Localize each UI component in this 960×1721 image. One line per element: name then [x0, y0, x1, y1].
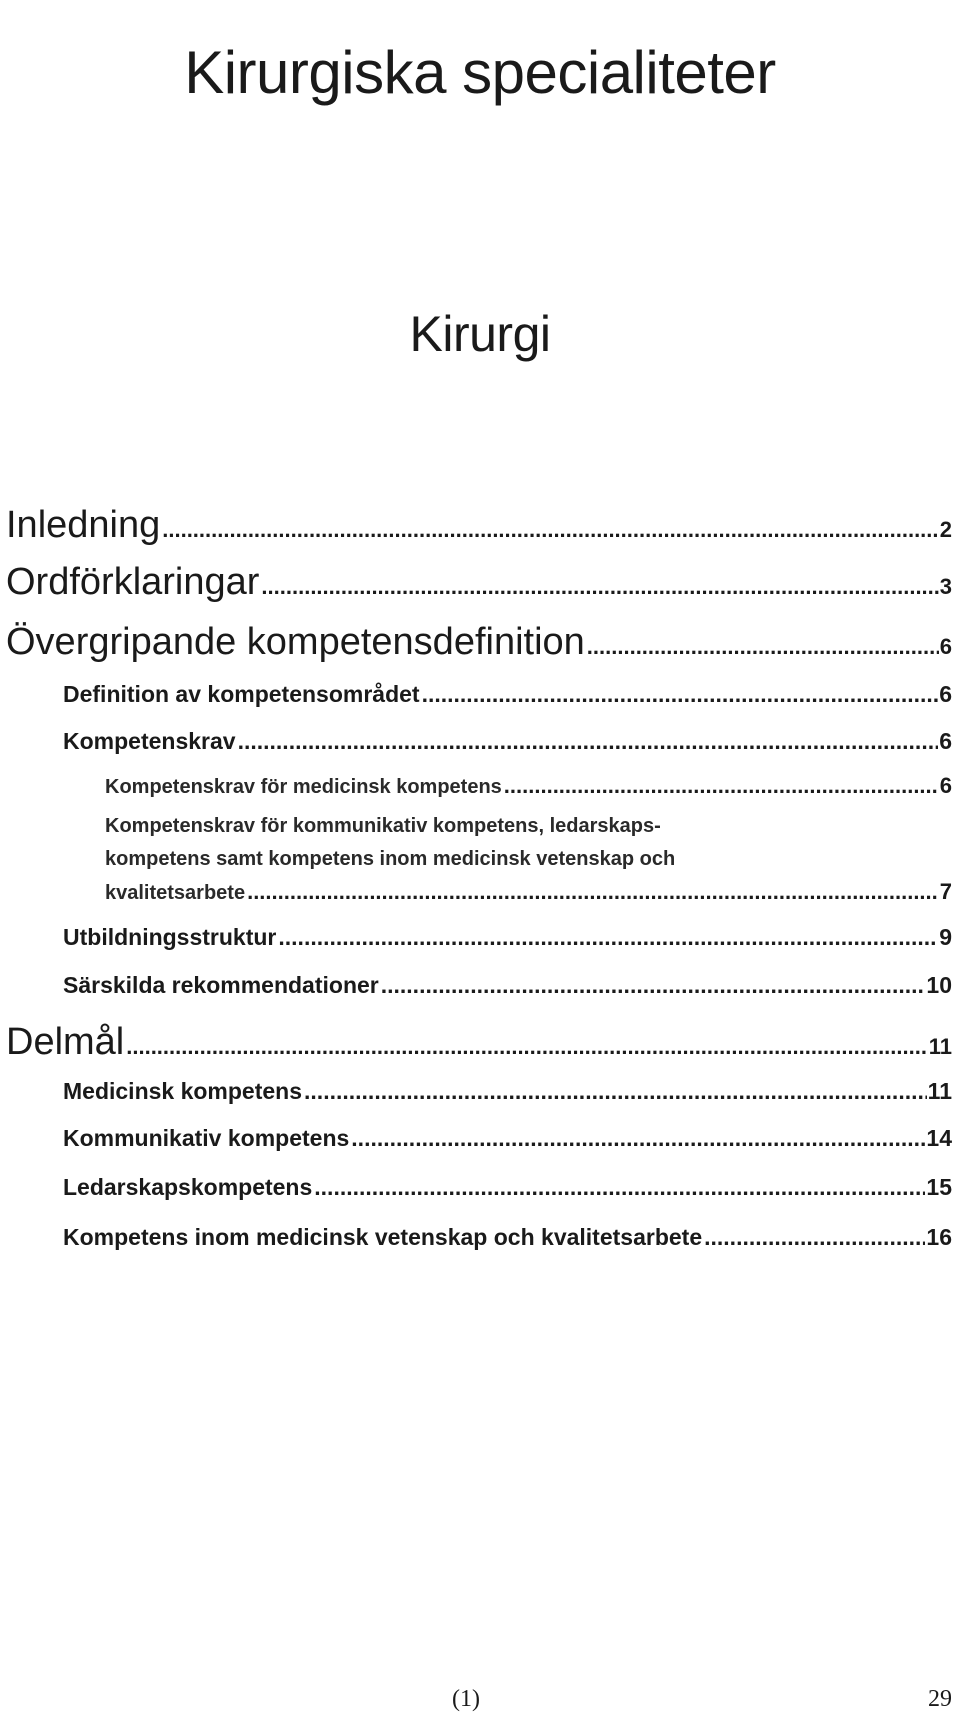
toc-entry-delmal[interactable] — [6, 1020, 952, 1064]
toc-leader-dots — [247, 878, 939, 906]
toc-entry-label: Ledarskapskompetens — [63, 1174, 313, 1200]
toc-leader-dots — [278, 922, 938, 952]
toc-entry-label: Medicinsk kompetens — [63, 1078, 303, 1104]
toc-entry-ledarskapskompetens[interactable] — [63, 1172, 952, 1202]
page-title: Kirurgiska specialiteter — [184, 39, 776, 107]
toc-leader-dots — [162, 508, 939, 552]
toc-leader-dots — [351, 1123, 925, 1153]
page-number: 29 — [928, 1686, 952, 1712]
toc-entry-definition-av-kompetensomradet[interactable] — [63, 679, 952, 709]
toc-entry-label: Kompetens inom medicinsk vetenskap och kvalitetsarbete — [63, 1224, 703, 1250]
toc-entry-page: 6 — [939, 773, 952, 798]
toc-entry-page: 2 — [939, 517, 952, 542]
toc-leader-dots — [304, 1076, 927, 1106]
toc-leader-dots — [126, 1025, 927, 1069]
toc-entry-page: 16 — [926, 1224, 952, 1250]
toc-entry-page: 11 — [928, 1034, 952, 1059]
toc-entry-overgripande-kompetensdefinition[interactable] — [6, 620, 952, 664]
toc-entry-page: 6 — [939, 728, 952, 754]
footer-section-label: (1) — [452, 1686, 480, 1712]
toc-entry-label: Kompetenskrav för medicinsk kompetens — [105, 776, 502, 798]
section-title: Kirurgi — [409, 305, 551, 362]
toc-entry-page: 10 — [926, 972, 952, 998]
toc-entry-label: Särskilda rekommendationer — [63, 972, 379, 998]
toc-entry-kompetenskrav-medicinsk[interactable] — [105, 772, 952, 800]
toc-entry-kompetenskrav[interactable] — [63, 726, 952, 756]
toc-entry-label-line: Kompetenskrav för kommunikativ kompetens, ledarskaps- — [105, 815, 661, 837]
toc-leader-dots — [238, 726, 939, 756]
toc-entry-page: 6 — [939, 634, 952, 659]
toc-entry-label: Ordförklaringar — [6, 561, 260, 603]
toc-leader-dots — [587, 625, 939, 669]
toc-entry-utbildningsstruktur[interactable] — [63, 922, 952, 952]
toc-entry-label: kvalitetsarbete — [105, 882, 246, 904]
toc-entry-kompetens-inom-medicinsk-vetenskap[interactable] — [63, 1222, 952, 1252]
toc-entry-label: Utbildningsstruktur — [63, 924, 277, 950]
toc-entry-page: 15 — [926, 1174, 952, 1200]
toc-leader-dots — [704, 1222, 925, 1252]
toc-entry-page: 3 — [939, 574, 952, 599]
toc-entry-ordforklaringar[interactable] — [6, 560, 952, 604]
toc-entry-sarskilda-rekommendationer[interactable] — [63, 970, 952, 1000]
toc-entry-page: 11 — [927, 1078, 952, 1104]
toc-entry-label: Kompetenskrav — [63, 728, 236, 754]
toc-entry-label-line: kompetens samt kompetens inom medicinsk vetenskap och — [105, 848, 676, 870]
toc-entry-label: Inledning — [6, 504, 161, 546]
toc-entry-label: Delmål — [6, 1021, 125, 1063]
toc-leader-dots — [381, 970, 926, 1000]
toc-entry-page: 6 — [939, 681, 952, 707]
toc-entry-label: Övergripande kompetensdefinition — [6, 621, 585, 663]
toc-entry-label: Kommunikativ kompetens — [63, 1125, 350, 1151]
toc-entry-kompetenskrav-kommunikativ[interactable] — [105, 878, 952, 906]
toc-entry-page: 9 — [939, 924, 952, 950]
toc-entry-label: Definition av kompetensområdet — [63, 681, 420, 707]
toc-entry-inledning[interactable] — [6, 503, 952, 547]
toc-entry-medicinsk-kompetens[interactable] — [63, 1076, 952, 1106]
toc-entry-page: 14 — [926, 1125, 952, 1151]
toc-leader-dots — [314, 1172, 925, 1202]
toc-leader-dots — [261, 565, 938, 609]
toc-entry-page: 7 — [939, 879, 952, 904]
toc-leader-dots — [422, 679, 939, 709]
toc-leader-dots — [504, 772, 939, 800]
toc-entry-kommunikativ-kompetens[interactable] — [63, 1123, 952, 1153]
